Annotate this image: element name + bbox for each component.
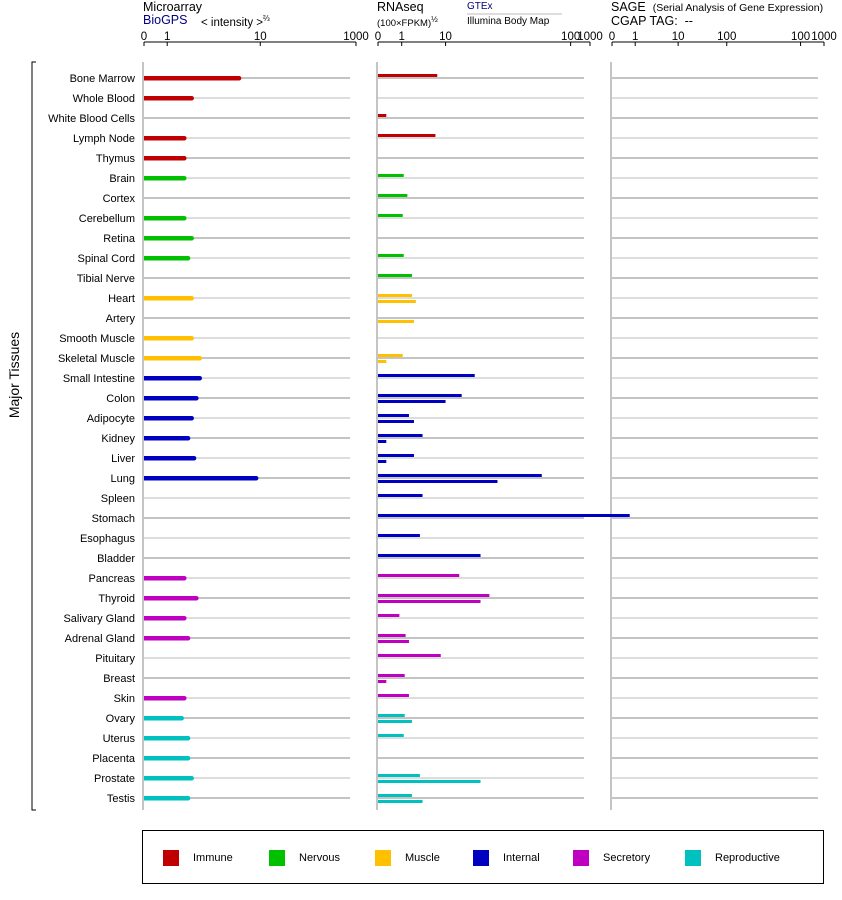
bar-gtex <box>378 434 423 437</box>
bar-gtex <box>378 614 399 617</box>
bar-biogps-cap <box>182 576 187 581</box>
bar-biogps <box>144 376 200 381</box>
bar-gtex <box>378 714 405 717</box>
bar-biogps <box>144 176 184 181</box>
tissue-label: Bladder <box>97 553 135 565</box>
bar-biogps <box>144 76 239 81</box>
bar-biogps <box>144 236 192 241</box>
rnaseq-tick-label: 0 <box>374 31 382 43</box>
bar-gtex <box>378 214 403 217</box>
legend-item-muscle <box>375 849 440 867</box>
tissue-label: White Blood Cells <box>48 113 135 125</box>
bar-biogps <box>144 696 184 701</box>
sage-tag-label: CGAP TAG: <box>611 14 678 28</box>
rnaseq-tick-label: 1 <box>398 31 405 43</box>
legend-label-nervous: Nervous <box>299 852 340 864</box>
tissue-label: Adipocyte <box>86 413 135 425</box>
bar-biogps-cap <box>198 356 203 361</box>
tissue-label: Stomach <box>91 513 135 525</box>
legend-item-reproductive <box>685 849 780 867</box>
microarray-tick-label: 100 <box>717 31 737 43</box>
tissue-label: Whole Blood <box>72 93 135 105</box>
bar-biogps <box>144 776 192 781</box>
tissue-label: Small Intestine <box>62 373 135 385</box>
sage-title <box>611 0 823 14</box>
bar-biogps-cap <box>182 616 187 621</box>
group-bracket <box>32 62 36 810</box>
rnaseq-measure <box>377 15 438 29</box>
microarray-tick-label: 10 <box>253 31 267 43</box>
bar-gtex <box>378 774 420 777</box>
bar-biogps <box>144 336 192 341</box>
tissue-label: Brain <box>109 173 135 185</box>
bar-biogps <box>144 356 200 361</box>
microarray-title: Microarray <box>143 0 203 14</box>
bar-gtex <box>378 574 459 577</box>
bar-illumina <box>378 420 414 423</box>
bar-biogps <box>144 96 192 101</box>
sage-tick-label: 0 <box>608 31 616 43</box>
microarray-tick-label: 0 <box>140 31 148 43</box>
legend-item-internal <box>473 849 540 867</box>
bar-biogps <box>144 456 194 461</box>
bar-biogps <box>144 736 188 741</box>
bar-gtex <box>378 274 412 277</box>
bar-biogps <box>144 636 188 641</box>
microarray-measure-exponent: ⅔ <box>263 14 270 23</box>
bar-gtex <box>378 74 437 77</box>
legend-swatch-secretory <box>573 850 589 866</box>
microarray-tick-label: 1 <box>163 31 171 43</box>
tissue-label: Salivary Gland <box>63 613 135 625</box>
bar-gtex <box>378 194 407 197</box>
bar-biogps <box>144 396 196 401</box>
bar-gtex <box>378 494 423 497</box>
bar-illumina <box>378 400 446 403</box>
bar-biogps-cap <box>186 736 191 741</box>
tissue-label: Lymph Node <box>73 133 135 145</box>
tissue-label: Liver <box>111 453 135 465</box>
group-label: Major Tissues <box>6 331 22 419</box>
microarray-tick-label: 1000 <box>343 31 369 43</box>
bar-gtex <box>378 634 406 637</box>
tissue-label: Smooth Muscle <box>59 333 135 345</box>
sage-tag <box>611 14 693 28</box>
bar-biogps-cap <box>186 756 191 761</box>
bar-biogps-cap <box>189 96 194 101</box>
legend-label-immune: Immune <box>193 852 233 864</box>
bar-biogps <box>144 216 184 221</box>
bar-biogps-cap <box>189 776 194 781</box>
legend-label-internal: Internal <box>503 852 540 864</box>
bar-illumina <box>378 640 409 643</box>
bar-biogps-cap <box>182 176 187 181</box>
sage-tick-label: 1000 <box>811 31 837 43</box>
bar-gtex <box>378 694 409 697</box>
bar-gtex <box>378 594 489 597</box>
rnaseq-tick-label: 1000 <box>577 31 603 43</box>
bar-biogps-cap <box>189 336 194 341</box>
bar-illumina <box>378 600 481 603</box>
rnaseq-legend-gtex: GTEx <box>467 1 493 12</box>
bar-biogps <box>144 616 184 621</box>
tissue-label: Heart <box>108 293 135 305</box>
bar-biogps-cap <box>254 476 259 481</box>
sage-tag-value: -- <box>684 14 693 28</box>
bar-biogps-cap <box>182 136 187 141</box>
legend-item-immune <box>163 849 233 867</box>
system-legend <box>142 830 824 884</box>
bar-gtex <box>378 114 386 117</box>
bar-biogps <box>144 716 182 721</box>
tissue-label: Bone Marrow <box>69 73 135 85</box>
bar-illumina <box>378 780 481 783</box>
bar-gtex <box>378 654 441 657</box>
bar-biogps <box>144 156 184 161</box>
bar-biogps-cap <box>189 296 194 301</box>
legend-label-muscle: Muscle <box>405 852 440 864</box>
bar-biogps-cap <box>198 376 203 381</box>
legend-swatch-nervous <box>269 850 285 866</box>
rnaseq-measure-exponent: ½ <box>431 15 438 24</box>
bar-gtex <box>378 414 409 417</box>
bar-biogps <box>144 256 188 261</box>
tissue-label: Artery <box>105 313 135 325</box>
tissue-label: Breast <box>103 673 135 685</box>
bar-gtex <box>378 794 412 797</box>
tissue-label: Skin <box>113 693 135 705</box>
bar-biogps <box>144 796 188 801</box>
sage-title-note: (Serial Analysis of Gene Expression) <box>652 2 824 14</box>
sage-title-text: SAGE <box>611 0 646 14</box>
sage-tick-label: 1 <box>631 31 639 43</box>
bar-gtex <box>378 254 404 257</box>
bar-gtex <box>378 374 475 377</box>
bar-biogps <box>144 596 196 601</box>
bar-biogps-cap <box>192 456 197 461</box>
rnaseq-tick-label: 100 <box>561 31 581 43</box>
tissue-label: Lung <box>110 473 135 485</box>
bar-biogps <box>144 296 192 301</box>
bar-gtex <box>378 354 403 357</box>
bar-biogps <box>144 476 256 481</box>
legend-swatch-reproductive <box>685 850 701 866</box>
microarray-measure <box>201 14 270 29</box>
tissue-label: Colon <box>106 393 135 405</box>
tissue-label: Spinal Cord <box>77 253 135 265</box>
tissue-label: Adrenal Gland <box>64 633 135 645</box>
tissue-label: Cortex <box>102 193 135 205</box>
bar-gtex <box>378 674 405 677</box>
bar-biogps-cap <box>186 796 191 801</box>
bar-biogps-cap <box>186 256 191 261</box>
rnaseq-title: RNAseq <box>377 0 424 14</box>
bar-illumina <box>378 320 414 323</box>
rnaseq-legend-illumina: Illumina Body Map <box>467 16 550 27</box>
tissue-label: Thyroid <box>98 593 135 605</box>
tissue-label: Prostate <box>94 773 135 785</box>
bar-biogps-cap <box>194 396 199 401</box>
bar-illumina <box>378 680 386 683</box>
microarray-source-link[interactable] <box>143 13 187 27</box>
bar-gtex <box>378 514 630 517</box>
tissue-label: Ovary <box>105 713 135 725</box>
bar-biogps-cap <box>194 596 199 601</box>
sage-tick-label: 10 <box>671 31 685 43</box>
biogps-label[interactable]: BioGPS <box>143 13 188 27</box>
legend-item-secretory <box>573 849 650 867</box>
legend-label-secretory: Secretory <box>603 852 651 864</box>
bar-gtex <box>378 534 420 537</box>
bar-biogps <box>144 436 188 441</box>
tissue-label: Skeletal Muscle <box>57 353 135 365</box>
bar-gtex <box>378 294 412 297</box>
bar-illumina <box>378 460 386 463</box>
bar-illumina <box>378 360 386 363</box>
bar-biogps <box>144 576 184 581</box>
tissue-label: Esophagus <box>79 533 135 545</box>
bar-biogps-cap <box>182 216 187 221</box>
bar-gtex <box>378 394 462 397</box>
bar-biogps-cap <box>189 416 194 421</box>
bar-biogps-cap <box>182 696 187 701</box>
rnaseq-measure-text: (100×FPKM) <box>377 18 432 30</box>
bar-gtex <box>378 734 404 737</box>
legend-swatch-internal <box>473 850 489 866</box>
sage-tick-label: 100 <box>790 31 811 43</box>
bar-illumina <box>378 720 412 723</box>
bar-gtex <box>378 454 414 457</box>
bar-gtex <box>378 134 435 137</box>
tissue-label: Pituitary <box>95 653 135 665</box>
bar-biogps-cap <box>186 436 191 441</box>
bar-biogps-cap <box>186 636 191 641</box>
bar-biogps-cap <box>179 716 184 721</box>
legend-label-reproductive: Reproductive <box>715 852 780 864</box>
bar-biogps <box>144 136 184 141</box>
bar-biogps <box>144 756 188 761</box>
legend-item-nervous <box>269 849 340 867</box>
microarray-measure-text: < intensity > <box>201 16 264 29</box>
tissue-label: Placenta <box>92 753 135 765</box>
bar-gtex <box>378 174 404 177</box>
tissue-label: Cerebellum <box>78 213 135 225</box>
bar-gtex <box>378 554 481 557</box>
bar-illumina <box>378 300 416 303</box>
rnaseq-tick-label: 10 <box>439 31 452 43</box>
bar-illumina <box>378 440 386 443</box>
tissue-label: Kidney <box>101 433 135 445</box>
bar-biogps-cap <box>237 76 242 81</box>
legend-swatch-immune <box>163 850 179 866</box>
bar-gtex <box>378 474 542 477</box>
bar-biogps-cap <box>182 156 187 161</box>
bar-biogps <box>144 416 192 421</box>
tissue-label: Retina <box>103 233 135 245</box>
tissue-label: Spleen <box>100 493 135 505</box>
bar-biogps-cap <box>189 236 194 241</box>
bar-illumina <box>378 800 423 803</box>
tissue-label: Testis <box>106 793 135 805</box>
tissue-label: Uterus <box>102 733 135 745</box>
tissue-label: Thymus <box>95 153 135 165</box>
bar-illumina <box>378 480 497 483</box>
tissue-label: Pancreas <box>88 573 135 585</box>
tissue-label: Tibial Nerve <box>76 273 135 285</box>
legend-swatch-muscle <box>375 850 391 866</box>
